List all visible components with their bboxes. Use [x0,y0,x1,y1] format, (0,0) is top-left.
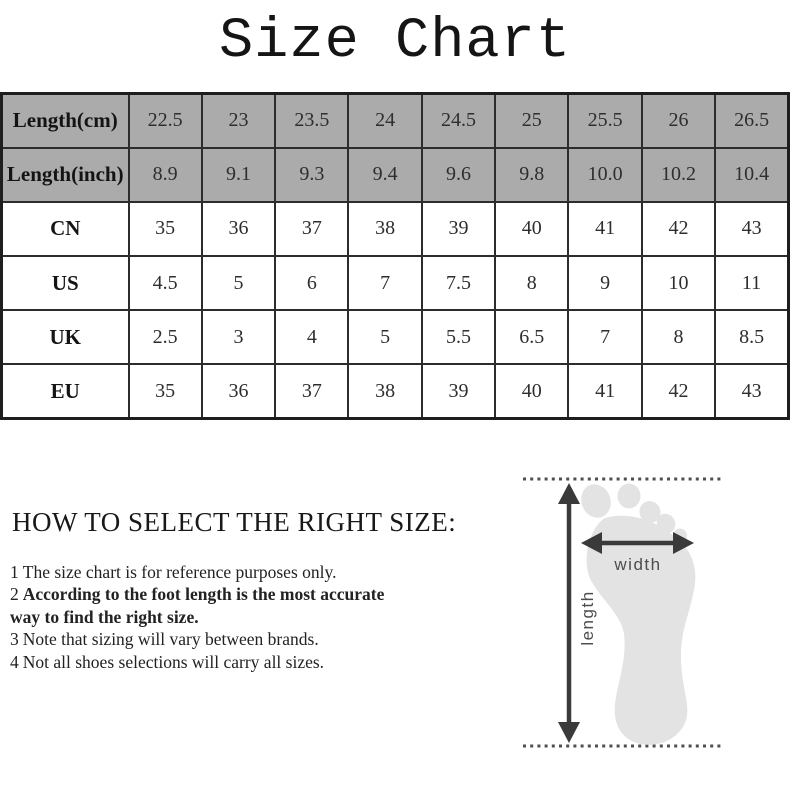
note-text: Note that sizing will vary between brands. [22,629,319,650]
table-row [2,256,789,310]
size-cell: 5 [348,310,421,364]
size-cell: 8 [495,256,568,310]
table-row [2,94,789,148]
size-cell: 10 [642,256,715,310]
guide-heading: HOW TO SELECT THE RIGHT SIZE: [12,507,457,537]
size-cell: 40 [495,202,568,256]
foot-measurement-diagram [505,450,745,762]
table-row [2,310,789,364]
note-text: According to the foot length is the most accurate way to find the right size. [10,584,385,627]
length-arrow [558,483,580,743]
size-note [10,628,410,650]
size-cell: 8.9 [129,148,202,202]
size-note [10,561,410,583]
size-cell: 2.5 [129,310,202,364]
size-cell: 10.2 [642,148,715,202]
size-cell: 25 [495,94,568,148]
row-label: Length(inch) [2,148,129,202]
size-table-body [2,94,789,419]
size-cell: 10.0 [568,148,641,202]
page-title: Size Chart [218,10,572,74]
size-cell: 43 [715,202,788,256]
size-cell: 7 [348,256,421,310]
row-label: Length(cm) [2,94,129,148]
table-row [2,202,789,256]
size-cell: 38 [348,364,421,418]
note-number: 3 [10,629,19,650]
size-cell: 6.5 [495,310,568,364]
size-cell: 9.1 [202,148,275,202]
size-cell: 23 [202,94,275,148]
size-cell: 7.5 [422,256,495,310]
size-cell: 42 [642,202,715,256]
size-cell: 9.4 [348,148,421,202]
size-cell: 10.4 [715,148,788,202]
size-cell: 9.3 [275,148,348,202]
size-cell: 37 [275,202,348,256]
size-cell: 22.5 [129,94,202,148]
note-number: 4 [10,651,19,672]
size-cell: 38 [348,202,421,256]
width-label: width [614,555,662,574]
row-label: US [2,256,129,310]
size-cell: 5 [202,256,275,310]
size-cell: 4 [275,310,348,364]
size-cell: 6 [275,256,348,310]
size-note [10,651,410,673]
size-cell: 26 [642,94,715,148]
size-cell: 35 [129,364,202,418]
size-cell: 3 [202,310,275,364]
table-row [2,364,789,418]
size-cell: 40 [495,364,568,418]
note-text: Not all shoes selections will carry all sizes. [22,651,325,672]
size-cell: 41 [568,202,641,256]
size-chart-table [0,92,790,420]
size-cell: 35 [129,202,202,256]
size-cell: 5.5 [422,310,495,364]
size-cell: 43 [715,364,788,418]
size-cell: 4.5 [129,256,202,310]
size-cell: 7 [568,310,641,364]
size-cell: 36 [202,364,275,418]
size-cell: 25.5 [568,94,641,148]
size-cell: 24 [348,94,421,148]
size-cell: 8.5 [715,310,788,364]
table-row [2,148,789,202]
size-cell: 42 [642,364,715,418]
size-cell: 26.5 [715,94,788,148]
row-label: EU [2,364,129,418]
size-note [10,583,410,628]
size-cell: 9.6 [422,148,495,202]
note-text: The size chart is for reference purposes only. [22,562,337,582]
size-cell: 24.5 [422,94,495,148]
size-cell: 9.8 [495,148,568,202]
size-cell: 36 [202,202,275,256]
size-cell: 39 [422,364,495,418]
size-cell: 41 [568,364,641,418]
size-cell: 8 [642,310,715,364]
note-number: 2 [10,584,19,605]
size-notes-list [10,561,410,673]
row-label: CN [2,202,129,256]
size-cell: 23.5 [275,94,348,148]
size-cell: 37 [275,364,348,418]
size-cell: 11 [715,256,788,310]
note-number: 1 [10,562,19,582]
length-label: length [578,590,597,646]
size-cell: 9 [568,256,641,310]
row-label: UK [2,310,129,364]
size-cell: 39 [422,202,495,256]
